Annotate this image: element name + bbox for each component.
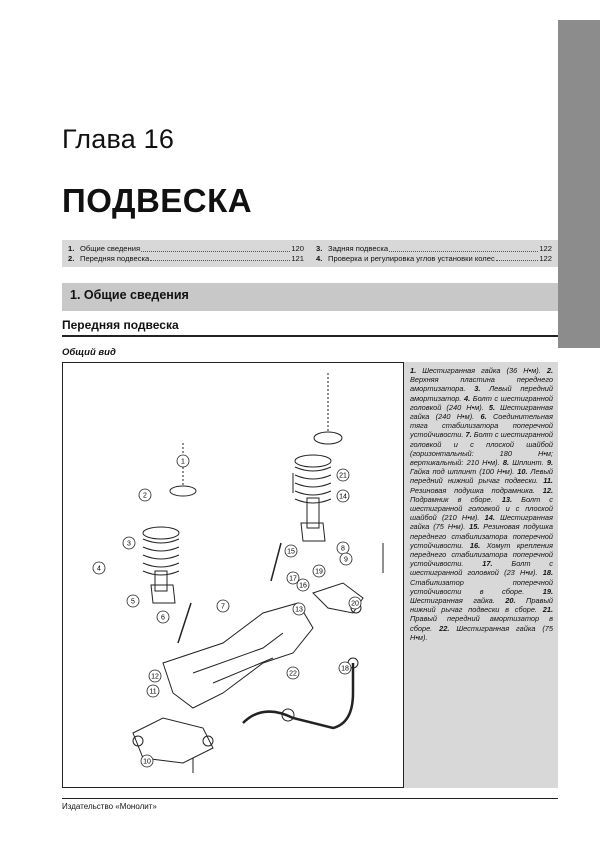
svg-text:9: 9 — [344, 556, 348, 564]
legend-text: Хомут крепления переднего стабилизатора поперечной устойчивости. — [410, 540, 553, 569]
legend-text: Резиновая подушка переднего стабилизатора поперечной устойчивости. — [410, 522, 554, 550]
callout-17 — [287, 572, 299, 584]
svg-text:21: 21 — [339, 472, 347, 480]
callout-1 — [177, 455, 189, 467]
legend-number: 4. — [464, 393, 473, 403]
toc-label: Задняя подвеска — [328, 244, 389, 253]
callout-12 — [149, 670, 161, 682]
publisher-footer: Издательство «Монолит» — [62, 802, 157, 811]
callout-8 — [337, 542, 349, 554]
callout-3 — [123, 537, 135, 549]
callout-20 — [349, 597, 361, 609]
legend-number: 20. — [505, 596, 527, 606]
side-bar — [558, 20, 600, 348]
toc-label: Передняя подвеска — [80, 253, 150, 263]
chapter-label: Глава 16 — [62, 124, 175, 154]
callout-10 — [141, 755, 153, 767]
legend-text: Шестигранная гайка (36 Н•м). — [422, 366, 547, 375]
callout-4 — [93, 562, 105, 574]
svg-text:13: 13 — [295, 606, 303, 614]
legend-number: 22. — [439, 623, 457, 633]
toc-num: 4. — [316, 253, 323, 263]
toc-label: Проверка и регулировка углов установки колес — [328, 253, 495, 263]
legend-text: Болт с шестигранной головкой (240 Н•м). — [410, 393, 554, 412]
callout-21 — [337, 469, 349, 481]
legend-text: Резиновая подушка подрамника. — [410, 485, 543, 495]
section-heading: 1. Общие сведения — [62, 283, 558, 311]
legend-text: Левый передний амортизатор. — [410, 384, 554, 403]
toc-page: 121 — [291, 253, 304, 263]
toc-entry[interactable] — [316, 254, 552, 264]
svg-text:14: 14 — [339, 493, 347, 501]
legend-text: Верхняя пластина переднего амортизатора. — [410, 375, 553, 394]
legend-text: Шестигранная гайка (75 Н•м). — [410, 513, 553, 532]
toc-num: 1. — [68, 244, 75, 253]
legend-text: Шестигранная гайка (240 Н•м). — [410, 402, 553, 422]
toc-entry[interactable] — [316, 244, 552, 254]
chapter-title: ПОДВЕСКА — [62, 182, 253, 219]
toc-leader — [141, 244, 290, 252]
callout-22 — [287, 667, 299, 679]
legend-text: Шестигранная гайка (75 Н•м). — [410, 623, 554, 642]
callout-9 — [340, 553, 352, 565]
legend-number: 9. — [546, 458, 553, 468]
svg-text:15: 15 — [287, 548, 295, 556]
legend-number: 16. — [469, 540, 487, 550]
svg-text:1: 1 — [181, 458, 185, 466]
callout-6 — [157, 611, 169, 623]
svg-text:3: 3 — [127, 540, 131, 548]
callout-13 — [293, 603, 305, 615]
svg-text:10: 10 — [143, 758, 151, 766]
svg-text:2: 2 — [143, 492, 147, 500]
toc-page: 122 — [539, 244, 552, 253]
legend-number: 8. — [502, 458, 513, 468]
callout-5 — [127, 595, 139, 607]
svg-text:16: 16 — [299, 582, 307, 590]
suspension-diagram — [63, 363, 403, 787]
subsection-heading: Передняя подвеска — [62, 317, 558, 337]
toc-leader — [389, 244, 538, 252]
legend-number: 21. — [542, 605, 553, 615]
svg-text:17: 17 — [289, 575, 297, 583]
figure-caption: Общий вид — [62, 347, 116, 358]
legend-text: Гайка под шплинт (100 Н•м). — [410, 467, 518, 477]
toc-page: 120 — [291, 244, 304, 253]
legend-text: Левый передний нижний рычаг подвески. — [410, 467, 553, 486]
callout-7 — [217, 600, 229, 612]
toc-num: 3. — [316, 244, 323, 253]
right-shock-absorber — [295, 455, 331, 541]
callout-16 — [297, 579, 309, 591]
legend-text: Подрамник в сборе. — [410, 494, 502, 504]
svg-text:7: 7 — [221, 603, 225, 611]
legend-text: Стабилизатор поперечной устойчивости в сборе. — [410, 577, 553, 596]
callout-11 — [147, 685, 159, 697]
legend-text: Болт с шестигранной головкой (23 Н•м). — [410, 559, 553, 578]
toc-num: 2. — [68, 253, 75, 263]
legend-number: 1. — [410, 366, 423, 375]
svg-text:5: 5 — [131, 598, 135, 606]
callout-18 — [339, 662, 351, 674]
figure-legend — [403, 362, 558, 788]
legend-number: 5. — [488, 402, 501, 412]
legend-number: 13. — [501, 494, 522, 504]
legend-text: Соединительная тяга стабилизатора поперечной устойчивости. — [410, 412, 553, 440]
legend-text: Шплинт. — [512, 458, 547, 468]
legend-text: Правый нижний рычаг подвески в сборе. — [410, 596, 553, 615]
toc-entry[interactable] — [68, 244, 304, 254]
table-of-contents — [62, 240, 558, 267]
toc-label: Общие сведения — [80, 244, 141, 253]
svg-text:18: 18 — [341, 665, 349, 673]
figure-frame — [62, 362, 558, 788]
legend-number: 2. — [546, 366, 553, 375]
svg-text:8: 8 — [341, 545, 345, 553]
legend-number: 12. — [542, 485, 553, 495]
legend-number: 7. — [465, 430, 474, 440]
callout-2 — [139, 489, 151, 501]
callout-15 — [285, 545, 297, 557]
legend-number: 15. — [469, 522, 484, 532]
left-shock-absorber — [143, 527, 179, 603]
legend-number: 18. — [542, 568, 553, 578]
svg-text:6: 6 — [161, 614, 165, 622]
legend-number: 11. — [543, 476, 553, 486]
footer-rule — [62, 798, 558, 799]
toc-entry[interactable] — [68, 254, 304, 264]
legend-text: Болт с шестигранной головкой и с плоской шайбой (горизонтальный: 180 Н•м; вертикальный: 210 Н•м). — [410, 430, 554, 468]
legend-number: 3. — [474, 384, 490, 394]
svg-text:11: 11 — [149, 688, 157, 696]
legend-text: Болт с шестигранной головкой и с плоской шайбой (210 Н•м). — [410, 494, 554, 523]
svg-text:4: 4 — [97, 565, 101, 573]
toc-leader — [496, 254, 539, 262]
legend-number: 19. — [542, 586, 553, 596]
legend-number: 6. — [480, 412, 493, 422]
svg-text:12: 12 — [151, 673, 159, 681]
callout-14 — [337, 490, 349, 502]
legend-text: Правый передний амортизатор в сборе. — [410, 614, 553, 633]
callout-19 — [313, 565, 325, 577]
legend-number: 10. — [517, 467, 531, 477]
toc-leader — [150, 254, 290, 262]
svg-text:19: 19 — [315, 568, 323, 576]
legend-number: 14. — [484, 513, 501, 523]
legend-text: Шестигранная гайка. — [410, 596, 506, 606]
svg-text:20: 20 — [351, 600, 359, 608]
legend-number: 17. — [482, 559, 512, 569]
svg-text:22: 22 — [289, 670, 297, 678]
toc-page: 122 — [539, 253, 552, 263]
